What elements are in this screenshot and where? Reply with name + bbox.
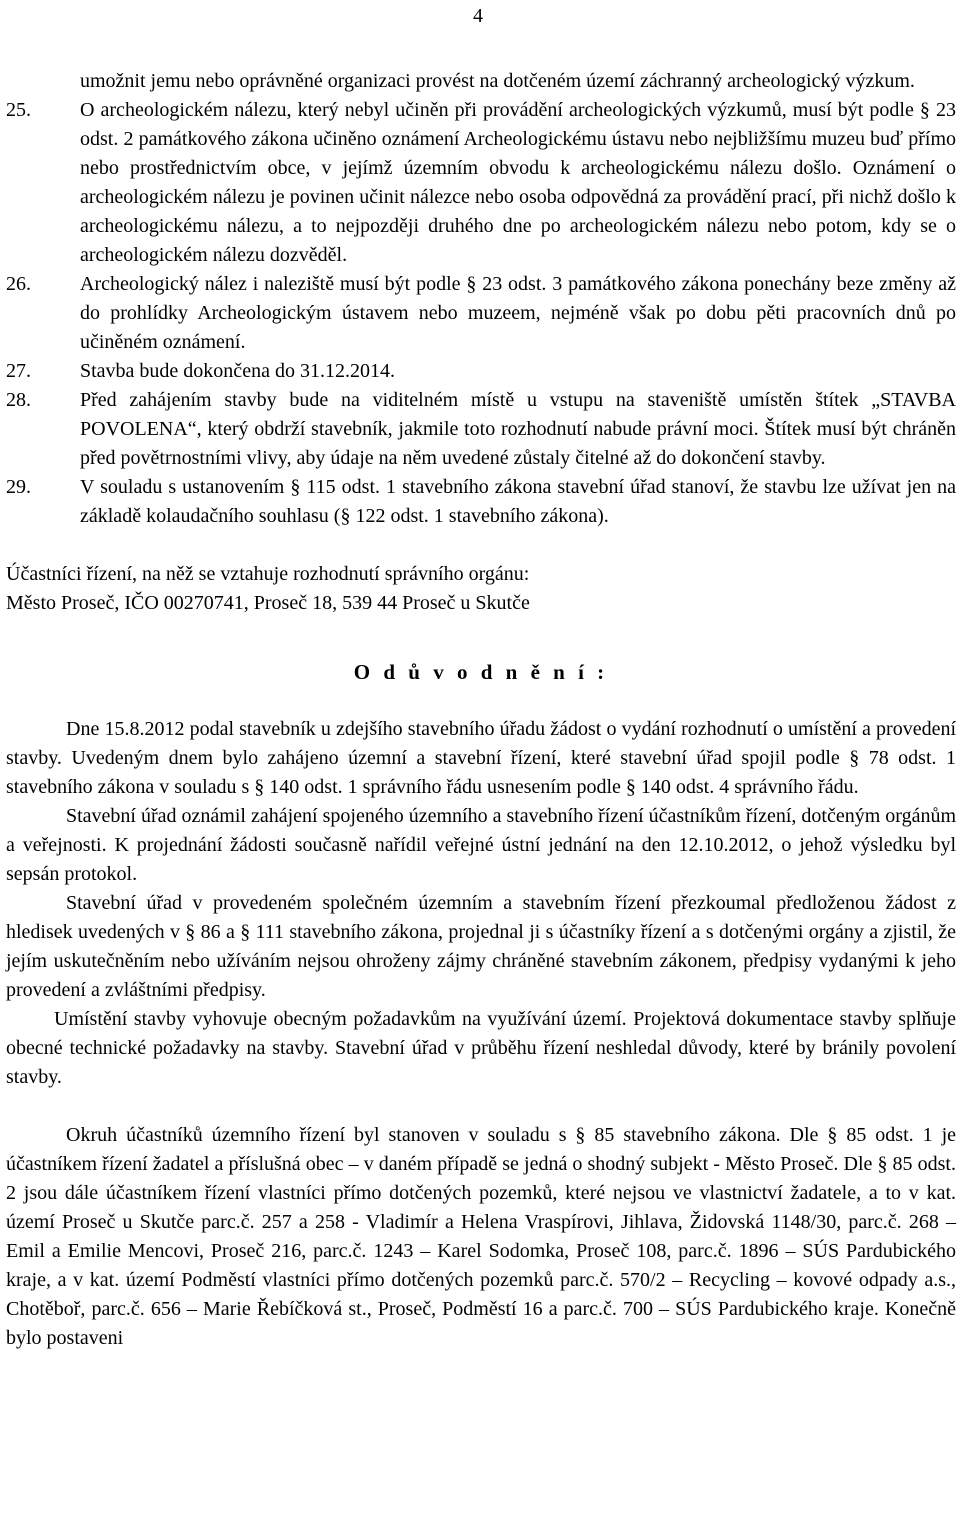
condition-text: V souladu s ustanovením § 115 odst. 1 stavebního zákona stavební úřad stanoví, že stavbu lze užívat jen na základě kolaudačního souhlasu (§ 122 odst. 1 stavebního zákona). <box>80 476 956 527</box>
condition-number: 28. <box>6 389 31 411</box>
conditions-list <box>6 67 956 531</box>
condition-number: 26. <box>6 273 31 295</box>
condition-text: umožnit jemu nebo oprávněné organizaci provést na dotčeném území záchranný archeologický výzkum. <box>80 70 915 92</box>
condition-text: Před zahájením stavby bude na viditelném místě u vstupu na staveniště umístěn štítek „STAVBA POVOLENA“, který obdrží stavebník, jakmile toto rozhodnutí nabude právní moci. Štítek musí být chráněn před povětrnostními vlivy, aby údaje na něm uvedené zůstaly čitelné až do dokončení stavby. <box>80 389 956 469</box>
participants-label: Účastníci řízení, na něž se vztahuje rozhodnutí správního orgánu: <box>6 563 530 585</box>
condition-text: Archeologický nález i naleziště musí být podle § 23 odst. 3 památkového zákona ponechány beze změny až do prohlídky Archeologickým ústavem nebo muzeem, nejméně však po dobu pěti pracovních dnů po učiněném oznámení. <box>80 273 956 353</box>
condition-number: 27. <box>6 360 31 382</box>
reasoning-paragraph: Dne 15.8.2012 podal stavebník u zdejšího stavebního úřadu žádost o vydání rozhodnutí o umístění a provedení stavby. Uvedeným dnem bylo zahájeno územní a stavební řízení, které stavební úřad spojil podle § 78 odst. 1 stavebního zákona v souladu s § 140 odst. 1 správního řádu usnesením podle § 140 odst. 4 správního řádu. <box>6 718 956 798</box>
reasoning-paragraph: Umístění stavby vyhovuje obecným požadavkům na využívání území. Projektová dokumentace stavby splňuje obecné technické požadavky na stavby. Stavební úřad v průběhu řízení neshledal důvody, které by bránily povolení stavby. <box>6 1008 956 1088</box>
condition-item <box>6 386 956 473</box>
condition-item <box>6 473 956 531</box>
condition-item <box>6 67 956 96</box>
condition-text: Stavba bude dokončena do 31.12.2014. <box>80 360 395 382</box>
reasoning-paragraph: Okruh účastníků územního řízení byl stanoven v souladu s § 85 stavebního zákona. Dle § 85 odst. 1 je účastníkem řízení žadatel a příslušná obec – v daném případě se jedná o shodný subjekt - Město Proseč. Dle § 85 odst. 2 jsou dále účastníkem řízení vlastníci přímo dotčených pozemků, které nejsou ve vlastnictví žadatele, a to v kat. území Proseč u Skutče parc.č. 257 a 258 - Vladimír a Helena Vraspírovi, Jihlava, Židovská 1148/30, parc.č. 268 – Emil a Emilie Mencovi, Proseč 216, parc.č. 1243 – Karel Sodomka, Proseč 108, parc.č. 1896 – SÚS Pardubického kraje, a v kat. území Podměstí vlastníci přímo dotčených pozemků parc.č. 570/2 – Recycling – kovové odpady a.s., Chotěboř, parc.č. 656 – Marie Řebíčková st., Proseč, Podměstí 16 a parc.č. 700 – SÚS Pardubického kraje. Konečně bylo postaveni <box>6 1124 956 1349</box>
condition-text: O archeologickém nálezu, který nebyl učiněn při provádění archeologických výzkumů, musí být podle § 23 odst. 2 památkového zákona učiněno oznámení Archeologickému ústavu nebo nejbližšímu muzeu buď přímo nebo prostřednictvím obce, v jejímž územním obvodu k archeologickému nálezu došlo. Oznámení o archeologickém nálezu je povinen učinit nálezce nebo osoba odpovědná za provádění prací, při nichž došlo k archeologickému nálezu, a to nejpozději druhého dne po archeologickém nálezu nebo potom, kdy se o archeologickém nálezu dozvěděl. <box>80 99 956 266</box>
condition-number: 29. <box>6 476 31 498</box>
participants-section <box>6 560 956 618</box>
condition-number: 25. <box>6 99 31 121</box>
condition-item <box>6 357 956 386</box>
reasoning-heading: O d ů v o d n ě n í : <box>353 660 609 684</box>
participants-value: Město Proseč, IČO 00270741, Proseč 18, 539 44 Proseč u Skutče <box>6 592 530 614</box>
reasoning-paragraph: Stavební úřad oznámil zahájení spojeného územního a stavebního řízení účastníkům řízení, dotčeným orgánům a veřejnosti. K projednání žádosti současně nařídil veřejné ústní jednání na den 12.10.2012, o jehož výsledku byl sepsán protokol. <box>6 805 956 885</box>
document-body <box>6 67 956 1353</box>
condition-item <box>6 270 956 357</box>
condition-item <box>6 96 956 270</box>
reasoning-paragraph: Stavební úřad v provedeném společném územním a stavebním řízení přezkoumal předloženou žádost z hledisek uvedených v § 86 a § 111 stavebního zákona, projednal ji s účastníky řízení a s dotčenými orgány a zjistil, že jejím uskutečněním nebo užíváním nejsou ohroženy zájmy chráněné stavebním zákonem, předpisy vydanými k jeho provedení a zvláštními předpisy. <box>6 892 956 1001</box>
page-number: 4 <box>473 5 483 27</box>
